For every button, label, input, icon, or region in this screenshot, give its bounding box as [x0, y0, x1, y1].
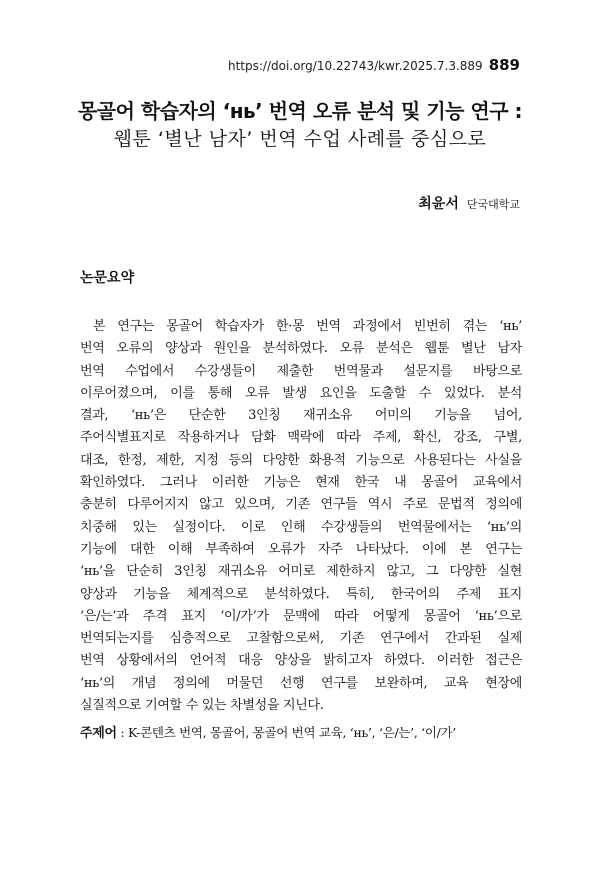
abstract-line: 치중해 있는 실정이다. 이로 인해 수강생들의 번역물에서는 ‘нь’의 — [80, 519, 522, 535]
author-affiliation: 단국대학교 — [466, 198, 520, 211]
keywords-line — [80, 722, 530, 741]
keywords-separator: : — [116, 725, 129, 740]
abstract-line: 주어식별표지로 작용하거나 담화 맥락에 따라 주제, 확신, 강조, 구별, — [80, 430, 522, 446]
keywords-text: K-콘텐츠 번역, 몽골어, 몽골어 번역 교육, ‘нь’, ‘은/는’, ‘이/가’ — [128, 725, 456, 740]
abstract-line: 기능에 대한 이해 부족하여 오류가 자주 나타났다. 이에 본 연구는 — [80, 541, 522, 557]
abstract-line: ‘нь’의 개념 정의에 머물던 선행 연구를 보완하며, 교육 현장에 — [80, 675, 522, 691]
keywords-label: 주제어 — [80, 726, 117, 741]
abstract-line: 확인하였다. 그러나 이러한 기능은 현재 한국 내 몽골어 교육에서 — [80, 475, 522, 491]
abstract-body — [80, 316, 522, 717]
abstract-line: 번역 오류의 양상과 원인을 분석하였다. 오류 분석은 웹툰 별난 남자 — [80, 341, 522, 357]
abstract-line: 이루어졌으며, 이를 통해 오류 발생 요인을 도출할 수 있었다. 분석 — [80, 385, 522, 401]
paper-title: 몽골어 학습자의 ‘нь’ 번역 오류 분석 및 기능 연구 : — [77, 99, 523, 123]
abstract-line: ‘нь’을 단순히 3인칭 재귀소유 어미로 제한하지 않고, 그 다양한 실현 — [80, 564, 522, 580]
abstract-line: 대조, 한정, 제한, 지정 등의 다양한 화용적 기능으로 사용된다는 사실을 — [80, 452, 522, 468]
abstract-line: 충분히 다루어지지 않고 있으며, 기존 연구들 역시 주로 문법적 정의에 — [80, 497, 522, 513]
abstract-line: 번역 상황에서의 언어적 대응 양상을 밝히고자 하였다. 이러한 접근은 — [80, 653, 522, 669]
author-name: 최윤서 — [418, 196, 459, 212]
abstract-line: 실질적으로 기여할 수 있는 차별성을 지닌다. — [80, 698, 324, 714]
author-block — [418, 193, 520, 213]
paper-subtitle: 웹툰 ‘별난 남자’ 번역 수업 사례를 중심으로 — [113, 128, 487, 150]
abstract-line: ‘은/는’과 주격 표지 ‘이/가’가 문맥에 따라 어떻게 몽골어 ‘нь’으로 — [80, 608, 522, 624]
running-header — [228, 56, 520, 74]
abstract-heading: 논문요약 — [80, 270, 135, 286]
abstract-line: 번역 수업에서 수강생들이 제출한 번역물과 설문지를 바탕으로 — [80, 363, 522, 379]
abstract-line: 본 연구는 몽골어 학습자가 한·몽 번역 과정에서 빈번히 겪는 ‘нь’ — [93, 319, 522, 334]
doi-link[interactable]: https://doi.org/10.22743/kwr.2025.7.3.889 — [227, 59, 483, 73]
page-number: 889 — [488, 56, 520, 74]
abstract-line: 양상과 기능을 체계적으로 분석하였다. 특히, 한국어의 주제 표지 — [80, 586, 522, 602]
abstract-line: 결과, ‘нь’은 단순한 3인칭 재귀소유 어미의 기능을 넘어, — [80, 408, 522, 424]
abstract-line: 번역되는지를 심층적으로 고찰함으로써, 기존 연구에서 간과된 실제 — [80, 631, 522, 647]
